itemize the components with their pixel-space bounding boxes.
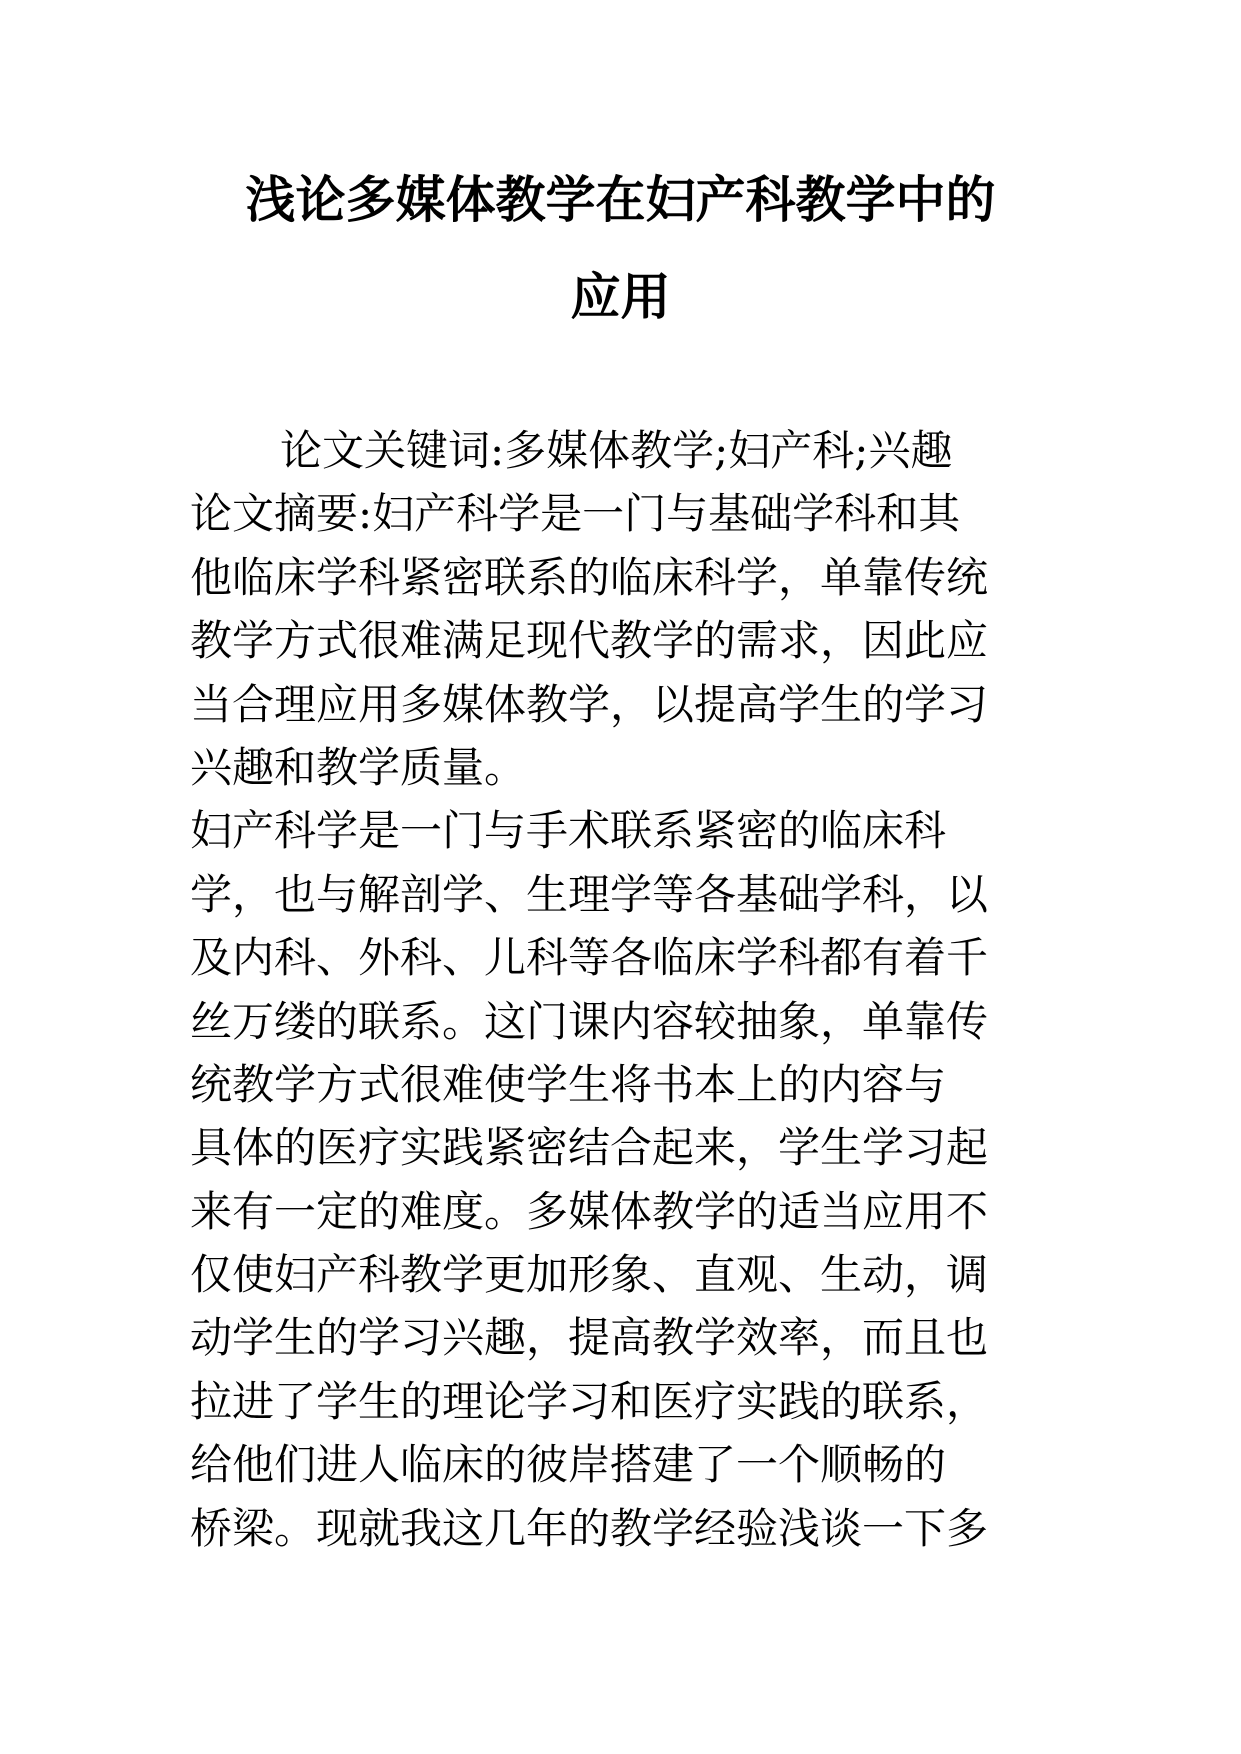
paragraph-line: 及内科、外科、儿科等各临床学科都有着千 [190,933,989,983]
document-title-line-2: 应用 [570,268,671,326]
paragraph-line: 拉进了学生的理论学习和医疗实践的联系， [190,1376,989,1426]
abstract-line: 兴趣和教学质量。 [190,742,527,792]
paragraph-line: 学，也与解剖学、生理学等各基础学科，以 [190,869,989,919]
paragraph-line: 统教学方式很难使学生将书本上的内容与 [190,1059,947,1109]
abstract-line: 教学方式很难满足现代教学的需求，因此应 [190,616,989,666]
paragraph-line: 给他们进人临床的彼岸搭建了一个顺畅的 [190,1440,947,1490]
paragraph-line: 丝万缕的联系。这门课内容较抽象，单靠传 [190,996,989,1046]
abstract-line: 论文摘要:妇产科学是一门与基础学科和其 [190,489,961,539]
paragraph-line: 桥梁。现就我这几年的教学经验浅谈一下多 [190,1503,989,1553]
abstract-line: 当合理应用多媒体教学，以提高学生的学习 [190,679,989,729]
keywords-line: 论文关键词:多媒体教学;妇产科;兴趣 [280,426,953,475]
paragraph-line: 来有一定的难度。多媒体教学的适当应用不 [190,1186,989,1236]
document-title-line-1: 浅论多媒体教学在妇产科教学中的 [245,171,996,229]
paragraph-line: 仅使妇产科教学更加形象、直观、生动，调 [190,1250,989,1300]
paragraph-line: 动学生的学习兴趣，提高教学效率，而且也 [190,1313,989,1363]
paragraph-line: 妇产科学是一门与手术联系紧密的临床科 [190,806,947,856]
abstract-line: 他临床学科紧密联系的临床科学，单靠传统 [190,552,989,602]
document-body [190,419,1090,1560]
paragraph-line: 具体的医疗实践紧密结合起来，学生学习起 [190,1123,989,1173]
